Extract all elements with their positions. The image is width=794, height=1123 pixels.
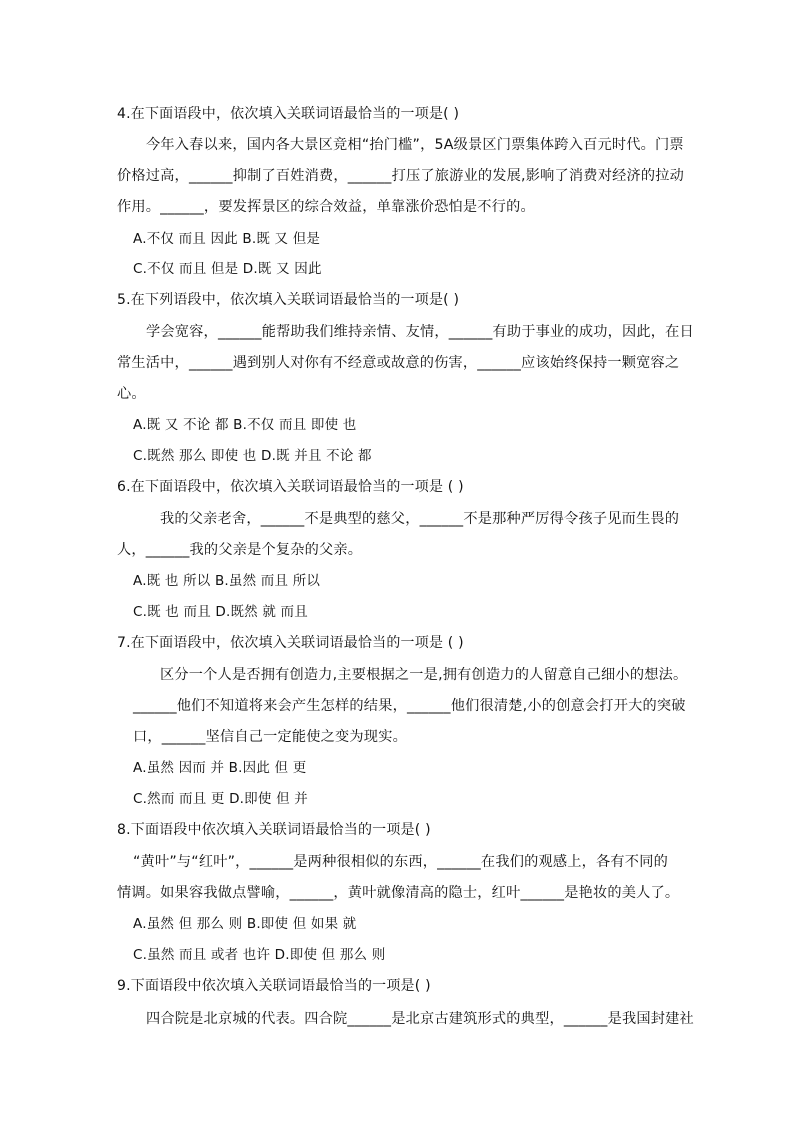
question-6-passage-line: 我的父亲老舍，______不是典型的慈父，______不是那种严厉得令孩子见而生畏的 [160,511,680,527]
question-6-options-cd: C.既 也 而且 D.既然 就 而且 [133,604,308,620]
question-8-options-ab: A.虽然 但 那么 则 B.即使 但 如果 就 [133,916,357,932]
question-4-options-cd: C.不仅 而且 但是 D.既 又 因此 [133,261,322,277]
question-6-passage-line: 人，______我的父亲是个复杂的父亲。 [117,542,363,558]
question-6-prompt: 6.在下面语段中，依次填入关联词语最恰当的一项是 ( ) [117,479,464,495]
question-5-options-cd: C.既然 那么 即使 也 D.既 并且 不论 都 [133,448,372,464]
question-4-prompt: 4.在下面语段中，依次填入关联词语最恰当的一项是( ) [117,106,460,122]
question-8-passage-line: “黄叶”与“红叶”，______是两种很相似的东西，______在我们的观感上，各有不同的 [133,854,668,870]
question-7-passage-line: ______他们不知道将来会产生怎样的结果，______他们很清楚,小的创意会打开大的突破 [133,698,686,714]
question-9-passage-line: 四合院是北京城的代表。四合院______是北京古建筑形式的典型，______是我国封建社 [146,1011,694,1027]
question-7-options-cd: C.然而 而且 更 D.即使 但 并 [133,791,308,807]
question-7-options-ab: A.虽然 因而 并 B.因此 但 更 [133,760,307,776]
question-8-prompt: 8.下面语段中依次填入关联词语最恰当的一项是( ) [117,822,431,838]
question-7-passage-line: 口，______坚信自己一定能使之变为现实。 [133,729,407,745]
question-8-options-cd: C.虽然 而且 或者 也许 D.即使 但 那么 则 [133,947,386,963]
question-5-passage-line: 常生活中，______遇到别人对你有不经意或故意的伤害，______应该始终保持一颗宽容之 [117,355,680,371]
question-5-passage-line: 心。 [117,386,146,402]
question-4-passage-line: 价格过高，______抑制了百姓消费，______打压了旅游业的发展,影响了消费对经济的拉动 [117,168,685,184]
question-5-prompt: 5.在下列语段中，依次填入关联词语最恰当的一项是( ) [117,292,460,308]
question-4-passage-line: 今年入春以来，国内各大景区竞相“抬门槛”，5A级景区门票集体跨入百元时代。门票 [146,137,684,153]
question-4-options-ab: A.不仅 而且 因此 B.既 又 但是 [133,231,321,247]
question-8-passage-line: 情调。如果容我做点譬喻，______，黄叶就像清高的隐士，红叶______是艳妆的美人了。 [117,885,680,901]
question-5-passage-line: 学会宽容，______能帮助我们维持亲情、友情，______有助于事业的成功，因此，在日 [146,324,694,340]
question-9-prompt: 9.下面语段中依次填入关联词语最恰当的一项是( ) [117,978,431,994]
question-4-passage-line: 作用。______，要发挥景区的综合效益，单靠涨价恐怕是不行的。 [117,199,535,215]
question-5-options-ab: A.既 又 不论 都 B.不仅 而且 即使 也 [133,417,357,433]
question-7-passage-line: 区分一个人是否拥有创造力,主要根据之一是,拥有创造力的人留意自己细小的想法。 [160,667,688,683]
question-6-options-ab: A.既 也 所以 B.虽然 而且 所以 [133,573,321,589]
question-7-prompt: 7.在下面语段中，依次填入关联词语最恰当的一项是 ( ) [117,635,464,651]
